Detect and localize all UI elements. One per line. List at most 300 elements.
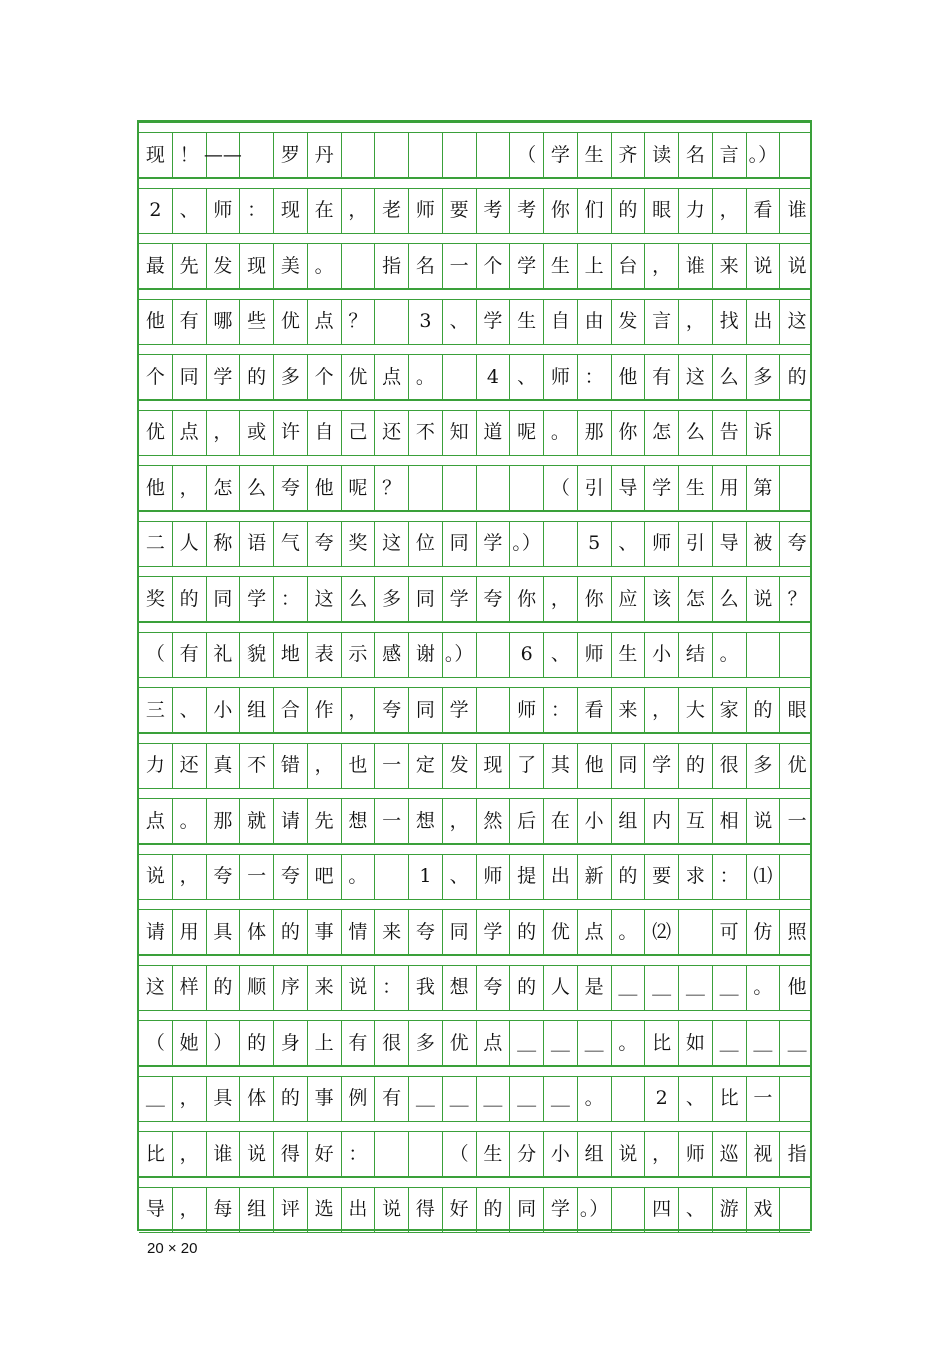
grid-cell: 奖 xyxy=(139,577,173,621)
grid-cell: 事 xyxy=(308,910,342,954)
grid-cell: 想 xyxy=(342,799,376,843)
grid-cell: 多 xyxy=(747,355,781,399)
grid-cell: 学 xyxy=(645,466,679,510)
grid-cell: 还 xyxy=(375,411,409,455)
grid-cell: 同 xyxy=(207,577,241,621)
row-spacer xyxy=(139,733,810,744)
grid-cell: 小 xyxy=(544,1132,578,1176)
grid-cell: 人 xyxy=(544,966,578,1010)
grid-cell: 互 xyxy=(679,799,713,843)
grid-cell: 小 xyxy=(645,633,679,677)
grid-cell: 被 xyxy=(747,522,781,566)
grid-cell: ！ xyxy=(173,133,207,177)
grid-cell: ： xyxy=(274,577,308,621)
grid-cell: 有 xyxy=(342,1021,376,1065)
grid-cell: 顺 xyxy=(240,966,274,1010)
grid-cell: 的 xyxy=(477,1188,511,1232)
grid-cell: ＿ xyxy=(510,1077,544,1121)
grid-cell: 这 xyxy=(308,577,342,621)
grid-cell: 你 xyxy=(544,189,578,233)
grid-cell: 组 xyxy=(240,1188,274,1232)
grid-row xyxy=(139,122,810,178)
row-spacer xyxy=(139,844,810,855)
grid-cell: 那 xyxy=(578,411,612,455)
grid-cell: 同 xyxy=(409,688,443,732)
grid-cell: 丹 xyxy=(308,133,342,177)
grid-cell xyxy=(477,466,511,510)
grid-cell: 夸 xyxy=(274,855,308,899)
grid-cell: 言 xyxy=(645,300,679,344)
grid-cell: 6 xyxy=(510,633,544,677)
grid-cell: 生 xyxy=(578,133,612,177)
grid-cell: ？ xyxy=(375,466,409,510)
grid-cell: 一 xyxy=(375,744,409,788)
grid-cell: 具 xyxy=(207,910,241,954)
grid-cell: 后 xyxy=(510,799,544,843)
grid-cell: 找 xyxy=(713,300,747,344)
grid-row xyxy=(139,178,810,234)
row-cells xyxy=(139,966,810,1011)
grid-cell: 发 xyxy=(443,744,477,788)
grid-cell: 、 xyxy=(443,300,477,344)
grid-cell xyxy=(780,466,814,510)
grid-cell: 多 xyxy=(747,744,781,788)
grid-cell: 他 xyxy=(787,976,807,998)
grid-cell: 。 xyxy=(544,411,578,455)
row-cells xyxy=(139,355,810,400)
grid-cell: （ xyxy=(544,466,578,510)
grid-cell: 读 xyxy=(645,133,679,177)
grid-cell: 他 xyxy=(139,466,173,510)
grid-cell: 夸 xyxy=(207,855,241,899)
grid-cell xyxy=(477,133,511,177)
grid-cell: 是 xyxy=(578,966,612,1010)
grid-cell: 生 xyxy=(679,466,713,510)
grid-cell: 引 xyxy=(679,522,713,566)
grid-cell: 夸 xyxy=(409,910,443,954)
grid-cell: ＿ xyxy=(787,1031,807,1054)
grid-cell: 师 xyxy=(578,633,612,677)
grid-cell: 说 xyxy=(342,966,376,1010)
grid-cell: 就 xyxy=(240,799,274,843)
grid-cell: 组 xyxy=(240,688,274,732)
grid-cell: 戏 xyxy=(747,1188,781,1232)
grid-cell: 怎 xyxy=(679,577,713,621)
grid-cell: 表 xyxy=(308,633,342,677)
grid-cell: 地 xyxy=(274,633,308,677)
grid-cell: 想 xyxy=(409,799,443,843)
grid-row xyxy=(139,455,810,511)
grid-cell: 谢 xyxy=(409,633,443,677)
grid-cell xyxy=(780,855,814,899)
grid-cell: 得 xyxy=(409,1188,443,1232)
grid-cell xyxy=(612,1188,646,1232)
grid-cell: 一 xyxy=(443,244,477,288)
grid-cell: 些 xyxy=(240,300,274,344)
grid-cell: 得 xyxy=(274,1132,308,1176)
grid-cell xyxy=(477,633,511,677)
grid-cell xyxy=(342,133,376,177)
row-spacer xyxy=(139,677,810,688)
grid-cell: 、 xyxy=(679,1188,713,1232)
grid-cell: 来 xyxy=(375,910,409,954)
grid-cell: 学 xyxy=(443,577,477,621)
row-cells xyxy=(139,633,810,678)
grid-cell: ， xyxy=(173,855,207,899)
grid-cell: 、 xyxy=(510,355,544,399)
grid-cell: 视 xyxy=(747,1132,781,1176)
row-spacer xyxy=(139,455,810,466)
grid-cell: 称 xyxy=(207,522,241,566)
grid-cell xyxy=(679,910,713,954)
grid-cell: 求 xyxy=(679,855,713,899)
grid-cell: 名 xyxy=(409,244,443,288)
row-cells xyxy=(139,799,810,844)
row-spacer xyxy=(139,178,810,189)
grid-cell: 一 xyxy=(747,1077,781,1121)
grid-cell: 小 xyxy=(207,688,241,732)
row-cells xyxy=(139,1021,810,1066)
grid-cell: 同 xyxy=(612,744,646,788)
grid-cell: 身 xyxy=(274,1021,308,1065)
grid-size-label: 20 × 20 xyxy=(147,1240,198,1257)
grid-cell: 合 xyxy=(274,688,308,732)
grid-cell: 许 xyxy=(274,411,308,455)
grid-cell: 优 xyxy=(544,910,578,954)
grid-cell: 多 xyxy=(274,355,308,399)
row-spacer xyxy=(139,122,810,133)
row-cells xyxy=(139,133,810,178)
grid-cell: 你 xyxy=(578,577,612,621)
grid-cell: 现 xyxy=(139,133,173,177)
grid-cell: 告 xyxy=(713,411,747,455)
grid-cell: 现 xyxy=(477,744,511,788)
row-spacer xyxy=(139,899,810,910)
grid-cell: 么 xyxy=(713,355,747,399)
grid-cell: 谁 xyxy=(207,1132,241,1176)
grid-cell: 考 xyxy=(477,189,511,233)
grid-cell: 多 xyxy=(375,577,409,621)
grid-cell: 仿 xyxy=(747,910,781,954)
grid-cell: 好 xyxy=(308,1132,342,1176)
grid-cell: 二 xyxy=(139,522,173,566)
grid-cell: 、 xyxy=(679,1077,713,1121)
grid-cell: 个 xyxy=(477,244,511,288)
grid-cell: 请 xyxy=(274,799,308,843)
grid-cell: 学 xyxy=(477,300,511,344)
grid-cell: 照 xyxy=(787,920,807,943)
grid-cell: 先 xyxy=(308,799,342,843)
grid-cell: ＿ xyxy=(679,966,713,1010)
grid-cell: ， xyxy=(713,189,747,233)
grid-cell: 。） xyxy=(578,1188,612,1232)
grid-cell: 不 xyxy=(240,744,274,788)
grid-cell: ＿ xyxy=(713,966,747,1010)
grid-cell: ， xyxy=(645,688,679,732)
grid-cell: 体 xyxy=(240,910,274,954)
grid-cell xyxy=(780,133,814,177)
grid-cell: 相 xyxy=(713,799,747,843)
grid-cell: 最 xyxy=(139,244,173,288)
grid-cell: 5 xyxy=(578,522,612,566)
grid-cell: 美 xyxy=(274,244,308,288)
grid-cell: 的 xyxy=(679,744,713,788)
grid-cell: 。 xyxy=(747,966,781,1010)
grid-cell: 比 xyxy=(713,1077,747,1121)
grid-cell: ＿ xyxy=(139,1077,173,1121)
grid-cell: （ xyxy=(510,133,544,177)
row-spacer xyxy=(139,955,810,966)
grid-cell: 内 xyxy=(645,799,679,843)
row-cells xyxy=(139,300,810,345)
grid-row xyxy=(139,400,810,456)
grid-cell xyxy=(240,133,274,177)
grid-row xyxy=(139,233,810,289)
grid-cell xyxy=(443,466,477,510)
grid-cell: 气 xyxy=(274,522,308,566)
grid-cell: 齐 xyxy=(612,133,646,177)
row-cells xyxy=(139,1132,810,1177)
grid-cell: 点 xyxy=(477,1021,511,1065)
grid-cell: 学 xyxy=(443,688,477,732)
grid-cell: 生 xyxy=(544,244,578,288)
grid-cell: 好 xyxy=(443,1188,477,1232)
grid-cell: 师 xyxy=(645,522,679,566)
grid-cell: ， xyxy=(544,577,578,621)
grid-cell: 优 xyxy=(139,411,173,455)
grid-cell: 想 xyxy=(443,966,477,1010)
grid-cell: 自 xyxy=(544,300,578,344)
grid-cell: 他 xyxy=(308,466,342,510)
grid-cell: 貌 xyxy=(240,633,274,677)
row-spacer xyxy=(139,344,810,355)
grid-cell: ， xyxy=(308,744,342,788)
grid-cell: 的 xyxy=(240,1021,274,1065)
grid-cell: 的 xyxy=(173,577,207,621)
grid-cell: 吧 xyxy=(308,855,342,899)
grid-cell: ： xyxy=(342,1132,376,1176)
grid-cell: 点 xyxy=(308,300,342,344)
grid-cell: 夸 xyxy=(308,522,342,566)
grid-cell: 么 xyxy=(342,577,376,621)
grid-cell: 例 xyxy=(342,1077,376,1121)
grid-cell: 学 xyxy=(544,133,578,177)
grid-cell: 。 xyxy=(342,855,376,899)
row-spacer xyxy=(139,788,810,799)
grid-cell: 游 xyxy=(713,1188,747,1232)
grid-cell: 师 xyxy=(207,189,241,233)
grid-cell: 师 xyxy=(544,355,578,399)
grid-row xyxy=(139,733,810,789)
grid-cell: 己 xyxy=(342,411,376,455)
grid-cell: 一 xyxy=(787,809,807,832)
grid-cell: 。 xyxy=(713,633,747,677)
grid-cell: 2 xyxy=(139,189,173,233)
grid-row xyxy=(139,566,810,622)
grid-cell: ， xyxy=(645,244,679,288)
grid-cell: 新 xyxy=(578,855,612,899)
row-cells xyxy=(139,244,810,289)
row-spacer xyxy=(139,1066,810,1077)
grid-cell: 用 xyxy=(173,910,207,954)
grid-cell xyxy=(409,466,443,510)
grid-cell: ： xyxy=(240,189,274,233)
grid-cell: ， xyxy=(207,411,241,455)
grid-cell: ， xyxy=(173,1132,207,1176)
grid-cell: 3 xyxy=(409,300,443,344)
grid-cell: 发 xyxy=(207,244,241,288)
grid-cell: 说 xyxy=(139,855,173,899)
grid-cell xyxy=(375,855,409,899)
grid-cell: 指 xyxy=(787,1142,807,1165)
grid-cell: 发 xyxy=(612,300,646,344)
grid-cell: （ xyxy=(139,1021,173,1065)
grid-cell: 谁 xyxy=(679,244,713,288)
grid-cell: 一 xyxy=(375,799,409,843)
row-spacer xyxy=(139,1121,810,1132)
grid-cell: 学 xyxy=(477,522,511,566)
grid-cell: 、 xyxy=(443,855,477,899)
grid-cell: 知 xyxy=(443,411,477,455)
grid-cell: 组 xyxy=(612,799,646,843)
grid-cell: 上 xyxy=(308,1021,342,1065)
grid-cell: 的 xyxy=(612,189,646,233)
grid-cell: 指 xyxy=(375,244,409,288)
grid-cell: 生 xyxy=(477,1132,511,1176)
grid-cell: 。） xyxy=(510,522,544,566)
row-cells xyxy=(139,522,810,567)
grid-cell: 学 xyxy=(207,355,241,399)
grid-cell: 由 xyxy=(578,300,612,344)
grid-cell: 夸 xyxy=(477,966,511,1010)
grid-cell: 我 xyxy=(409,966,443,1010)
grid-cell: 优 xyxy=(443,1021,477,1065)
grid-cell: 事 xyxy=(308,1077,342,1121)
grid-cell: 。 xyxy=(612,1021,646,1065)
grid-cell: 学 xyxy=(544,1188,578,1232)
grid-cell: ＿ xyxy=(443,1077,477,1121)
grid-cell: 用 xyxy=(713,466,747,510)
grid-cell: 一 xyxy=(240,855,274,899)
grid-cell: 名 xyxy=(679,133,713,177)
grid-cell: 导 xyxy=(612,466,646,510)
grid-cell: 的 xyxy=(240,355,274,399)
grid-cell xyxy=(375,300,409,344)
row-cells xyxy=(139,910,810,955)
grid-cell: ： xyxy=(375,966,409,1010)
grid-cell: 说 xyxy=(787,254,807,277)
grid-cell: 力 xyxy=(139,744,173,788)
grid-cell: ， xyxy=(173,1188,207,1232)
grid-cell: 老 xyxy=(375,189,409,233)
grid-cell: 么 xyxy=(240,466,274,510)
row-cells xyxy=(139,855,810,900)
grid-cell: 具 xyxy=(207,1077,241,1121)
grid-cell: 这 xyxy=(787,310,807,332)
grid-cell: 作 xyxy=(308,688,342,732)
grid-cell: 结 xyxy=(679,633,713,677)
grid-cell: ， xyxy=(342,189,376,233)
grid-row xyxy=(139,1177,810,1233)
grid-cell: 自 xyxy=(308,411,342,455)
grid-cell: 的 xyxy=(787,365,807,388)
grid-row xyxy=(139,677,810,733)
grid-row xyxy=(139,622,810,678)
grid-cell: 你 xyxy=(510,577,544,621)
grid-cell: ， xyxy=(173,1077,207,1121)
grid-cell: ： xyxy=(713,855,747,899)
grid-cell: ⑴ xyxy=(747,855,781,899)
grid-cell: 有 xyxy=(375,1077,409,1121)
grid-cell: 第 xyxy=(747,466,781,510)
grid-cell: 哪 xyxy=(207,300,241,344)
grid-cell: 导 xyxy=(139,1188,173,1232)
grid-cell: 眼 xyxy=(787,698,807,721)
grid-cell xyxy=(780,633,814,677)
row-spacer xyxy=(139,289,810,300)
grid-cell: ⑵ xyxy=(645,910,679,954)
grid-cell: 的 xyxy=(207,966,241,1010)
grid-cell: 个 xyxy=(308,355,342,399)
grid-cell: 情 xyxy=(342,910,376,954)
grid-cell: 呢 xyxy=(510,411,544,455)
grid-cell: 上 xyxy=(578,244,612,288)
grid-cell: 也 xyxy=(342,744,376,788)
grid-cell: 说 xyxy=(240,1132,274,1176)
grid-cell: 这 xyxy=(139,966,173,1010)
grid-cell: 4 xyxy=(477,355,511,399)
row-spacer xyxy=(139,566,810,577)
grid-cell: 夸 xyxy=(477,577,511,621)
grid-cell: 比 xyxy=(139,1132,173,1176)
grid-cell: 。 xyxy=(173,799,207,843)
grid-cell: 如 xyxy=(679,1021,713,1065)
grid-cell: ＿ xyxy=(645,966,679,1010)
grid-cell: ＿ xyxy=(477,1077,511,1121)
grid-cell: 考 xyxy=(510,189,544,233)
grid-row xyxy=(139,899,810,955)
grid-row xyxy=(139,788,810,844)
grid-cell: 礼 xyxy=(207,633,241,677)
grid-cell xyxy=(747,633,781,677)
grid-cell: 来 xyxy=(308,966,342,1010)
grid-cell: 语 xyxy=(240,522,274,566)
grid-cell xyxy=(342,244,376,288)
grid-cell: 出 xyxy=(544,855,578,899)
grid-cell: 他 xyxy=(578,744,612,788)
grid-cell: 同 xyxy=(510,1188,544,1232)
row-cells xyxy=(139,189,810,234)
grid-cell: 。 xyxy=(409,355,443,399)
grid-cell: 的 xyxy=(510,966,544,1010)
grid-cell: 1 xyxy=(409,855,443,899)
grid-cell: 应 xyxy=(612,577,646,621)
grid-cell: 夸 xyxy=(274,466,308,510)
grid-cell: 巡 xyxy=(713,1132,747,1176)
grid-cell: 、 xyxy=(173,688,207,732)
grid-cell: 同 xyxy=(443,910,477,954)
grid-cell: 么 xyxy=(679,411,713,455)
grid-cell: 真 xyxy=(207,744,241,788)
grid-cell: 有 xyxy=(173,633,207,677)
grid-cell: 很 xyxy=(375,1021,409,1065)
row-spacer xyxy=(139,233,810,244)
grid-cell: ： xyxy=(578,355,612,399)
grid-cell: 看 xyxy=(747,189,781,233)
grid-cell: 感 xyxy=(375,633,409,677)
grid-cell xyxy=(375,133,409,177)
grid-cell: 。 xyxy=(308,244,342,288)
